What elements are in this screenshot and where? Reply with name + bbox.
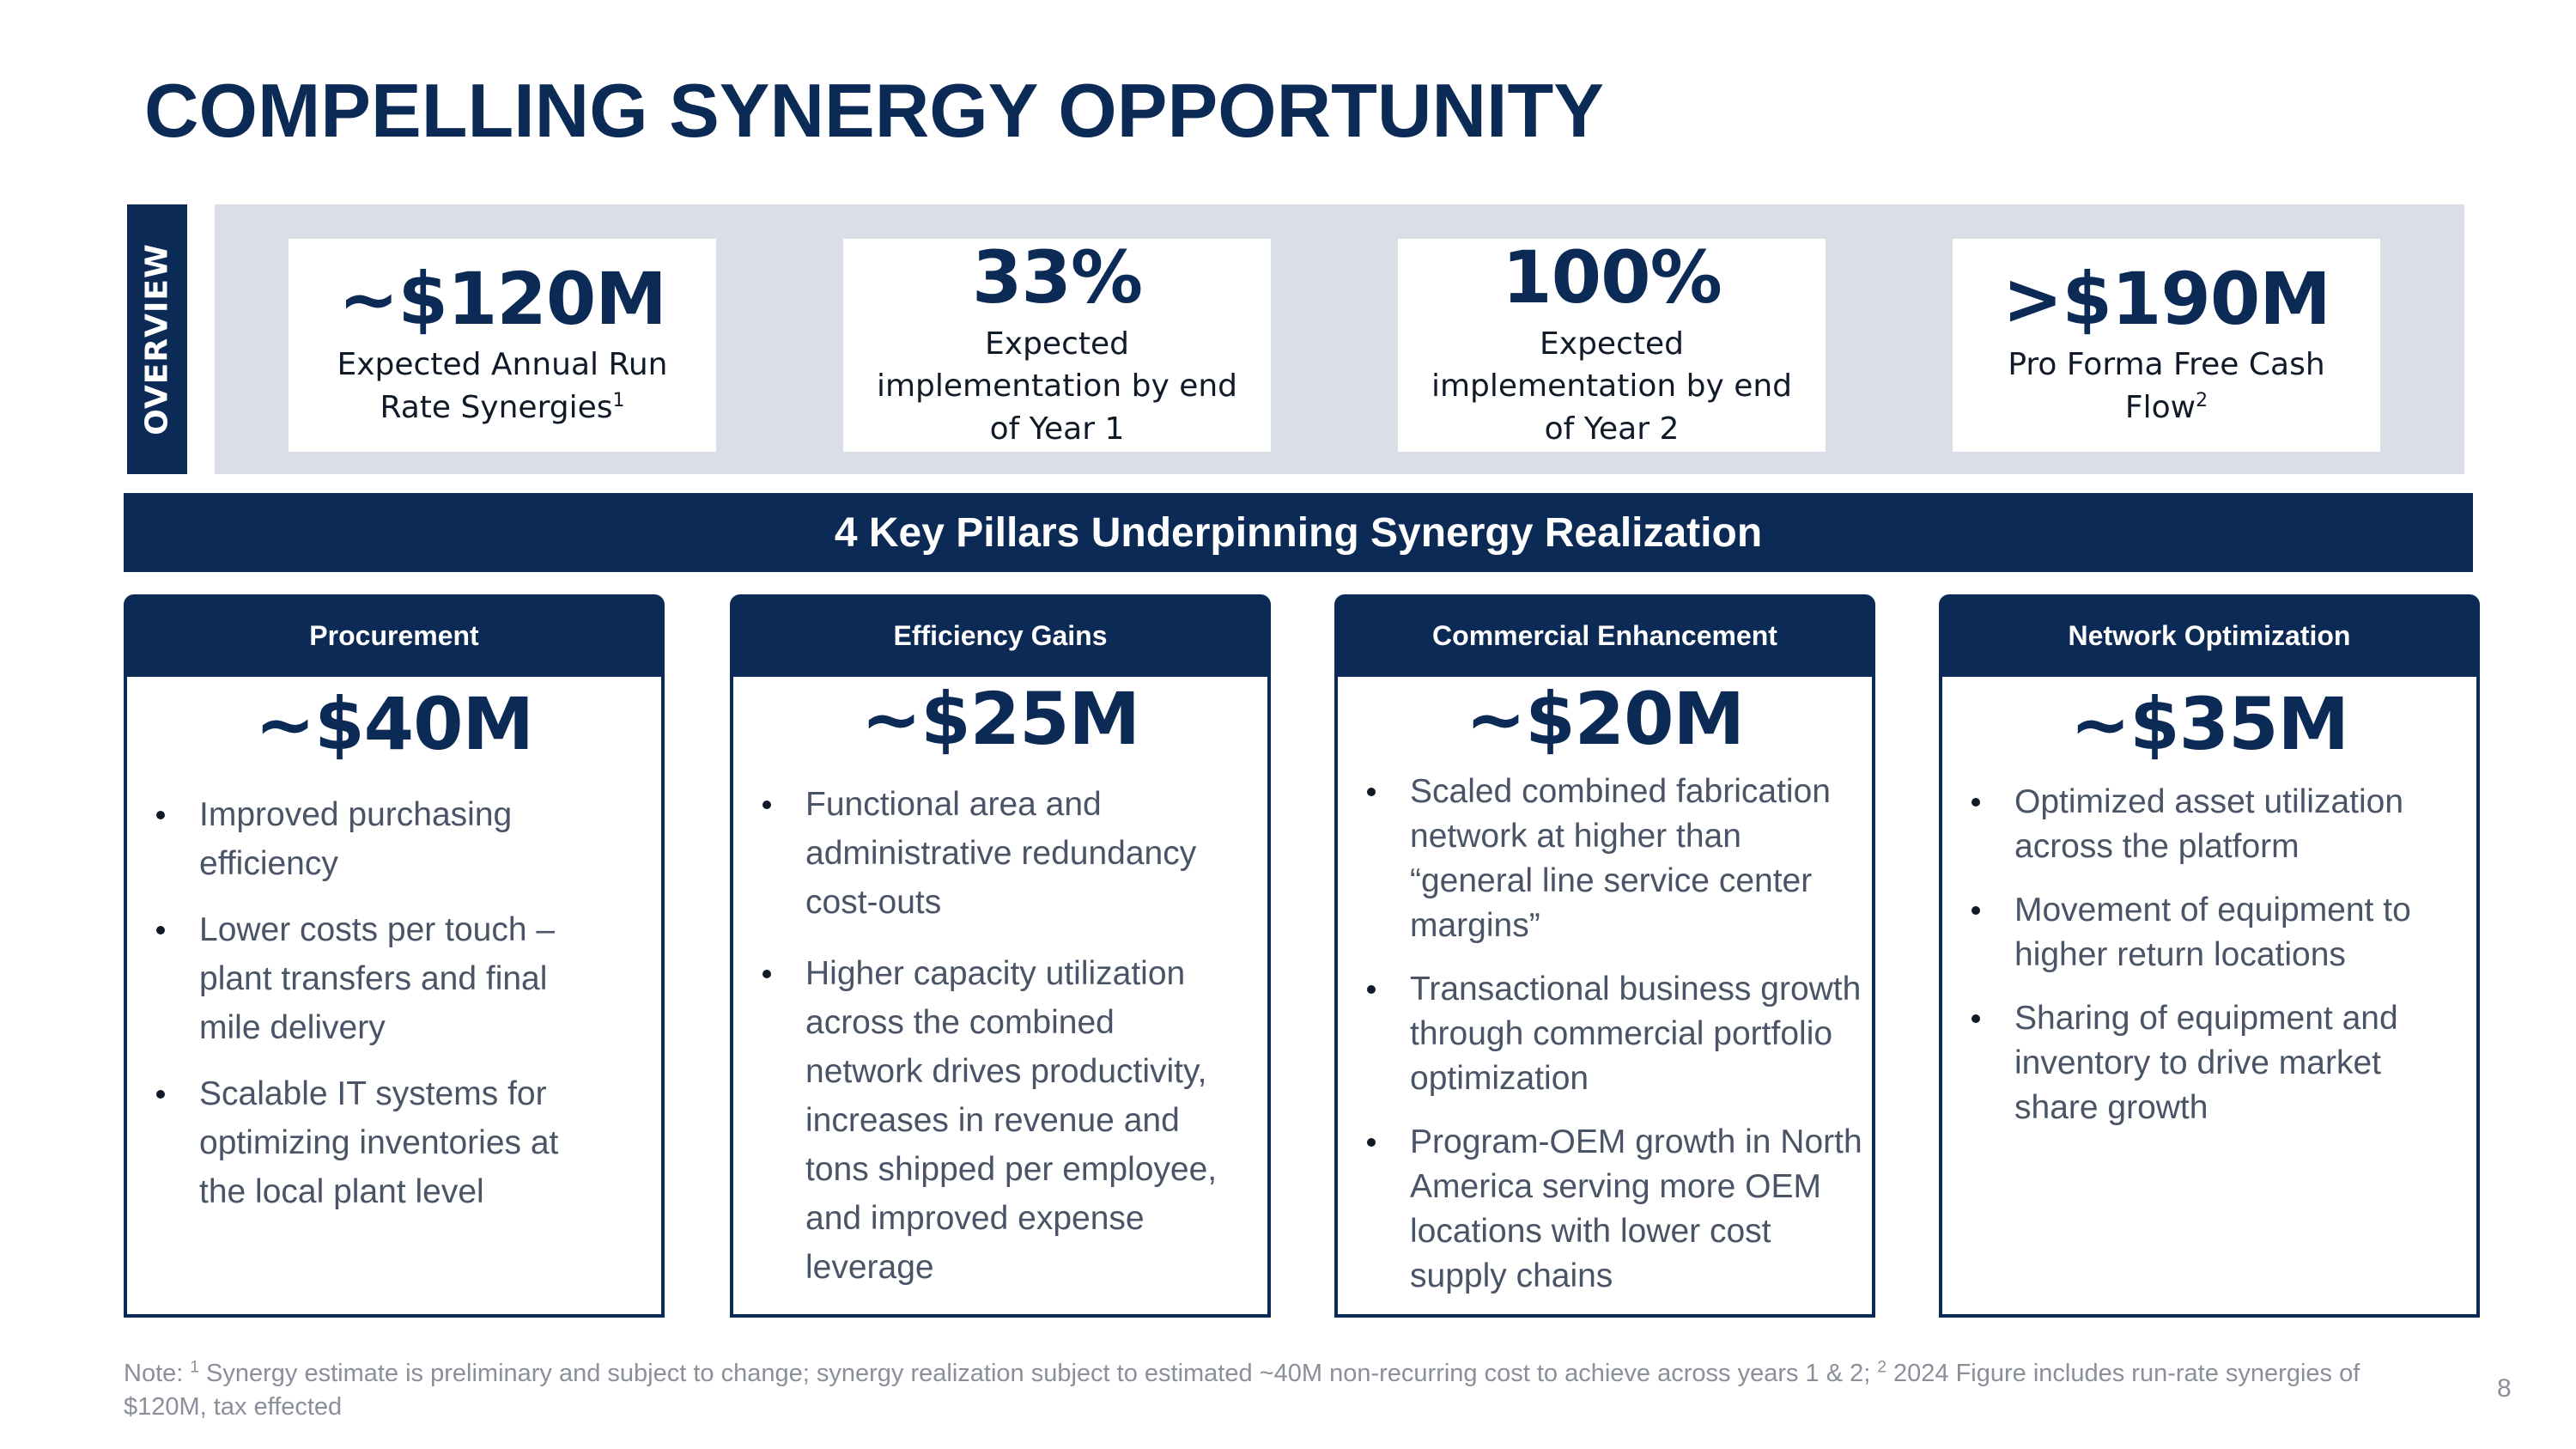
kpi-card-run-rate-synergies — [289, 239, 716, 452]
pillar-amount: ~$20M — [1465, 677, 1745, 761]
pillar-header: Network Optimization — [1939, 594, 2480, 677]
kpi-value: 33% — [971, 235, 1143, 320]
bullet-item: Transactional business growth through commercial portfolio optimization — [1338, 967, 1863, 1101]
pillar-bullets — [733, 780, 1231, 1292]
kpi-label: Expected Annual Run Rate Synergies$^1$ — [337, 347, 668, 426]
overview-tab — [127, 204, 187, 474]
bullet-item: Functional area and administrative redundancy cost-outs — [733, 780, 1231, 927]
pillar-bullets — [1338, 770, 1863, 1299]
pillar-amount: ~$25M — [860, 677, 1140, 761]
kpi-value: 100% — [1502, 235, 1722, 320]
pillar-procurement — [124, 594, 665, 1318]
footnote-ref: 1 — [612, 390, 625, 412]
pillar-bullets — [1942, 780, 2458, 1130]
bullet-item: Scaled combined fabrication network at higher than “general line service center margins” — [1338, 770, 1863, 948]
page-title: COMPELLING SYNERGY OPPORTUNITY — [144, 68, 1604, 153]
bullet-item: Scalable IT systems for optimizing inventories at the local plant level — [127, 1069, 608, 1216]
pillar-bullets — [127, 790, 608, 1216]
kpi-card-free-cash-flow — [1953, 239, 2380, 452]
footnote-marker: 1 — [190, 1358, 199, 1377]
pillar-body — [1939, 677, 2480, 1318]
bullet-item: Lower costs per touch – plant transfers and final mile delivery — [127, 905, 608, 1052]
pillars-banner: 4 Key Pillars Underpinning Synergy Realization — [124, 493, 2473, 572]
pillar-header: Efficiency Gains — [730, 594, 1271, 677]
overview-tab-label: OVERVIEW — [139, 243, 175, 435]
bullet-item: Higher capacity utilization across the combined network drives productivity, increases in revenue and tons shipped per employee, and improved expense leverage — [733, 949, 1231, 1292]
pillar-amount: ~$35M — [2069, 682, 2349, 766]
kpi-label: Expected implementation by end of Year 1 — [876, 326, 1238, 447]
pillar-header: Commercial Enhancement — [1334, 594, 1875, 677]
bullet-item: Improved purchasing efficiency — [127, 790, 608, 888]
kpi-label: Pro Forma Free Cash Flow$^2$ — [2008, 347, 2325, 426]
pillar-network-optimization — [1939, 594, 2480, 1318]
footnote-marker: 2 — [1877, 1358, 1886, 1377]
pillar-amount: ~$40M — [254, 682, 534, 766]
kpi-label: Expected implementation by end of Year 2 — [1431, 326, 1793, 447]
bullet-item: Program-OEM growth in North America serving more OEM locations with lower cost supply chains — [1338, 1120, 1863, 1299]
page-number: 8 — [2497, 1374, 2512, 1403]
kpi-card-year-1 — [843, 235, 1271, 452]
kpi-card-year-2 — [1398, 235, 1826, 452]
pillar-body — [730, 677, 1271, 1318]
pillar-body — [1334, 677, 1875, 1318]
footnote-ref: 2 — [2196, 390, 2208, 412]
kpi-value: ~$120M — [338, 257, 666, 342]
bullet-item: Movement of equipment to higher return locations — [1942, 888, 2458, 977]
pillar-body — [124, 677, 665, 1318]
bullet-item: Optimized asset utilization across the platform — [1942, 780, 2458, 869]
pillar-efficiency-gains — [730, 594, 1271, 1318]
pillar-commercial-enhancement — [1334, 594, 1875, 1318]
footnote: Note: $^1$ Synergy estimate is preliminary and subject to change; synergy realization subject to estimated ~40M non-recurring cost to achieve across years 1 & 2; $^2$ 2024 Figure includes run-rate synergies of $120M, tax effected — [124, 1358, 2360, 1422]
overview-band — [215, 204, 2464, 474]
bullet-item: Sharing of equipment and inventory to drive market share growth — [1942, 996, 2458, 1130]
kpi-value: >$190M — [2002, 257, 2330, 342]
pillar-header: Procurement — [124, 594, 665, 677]
